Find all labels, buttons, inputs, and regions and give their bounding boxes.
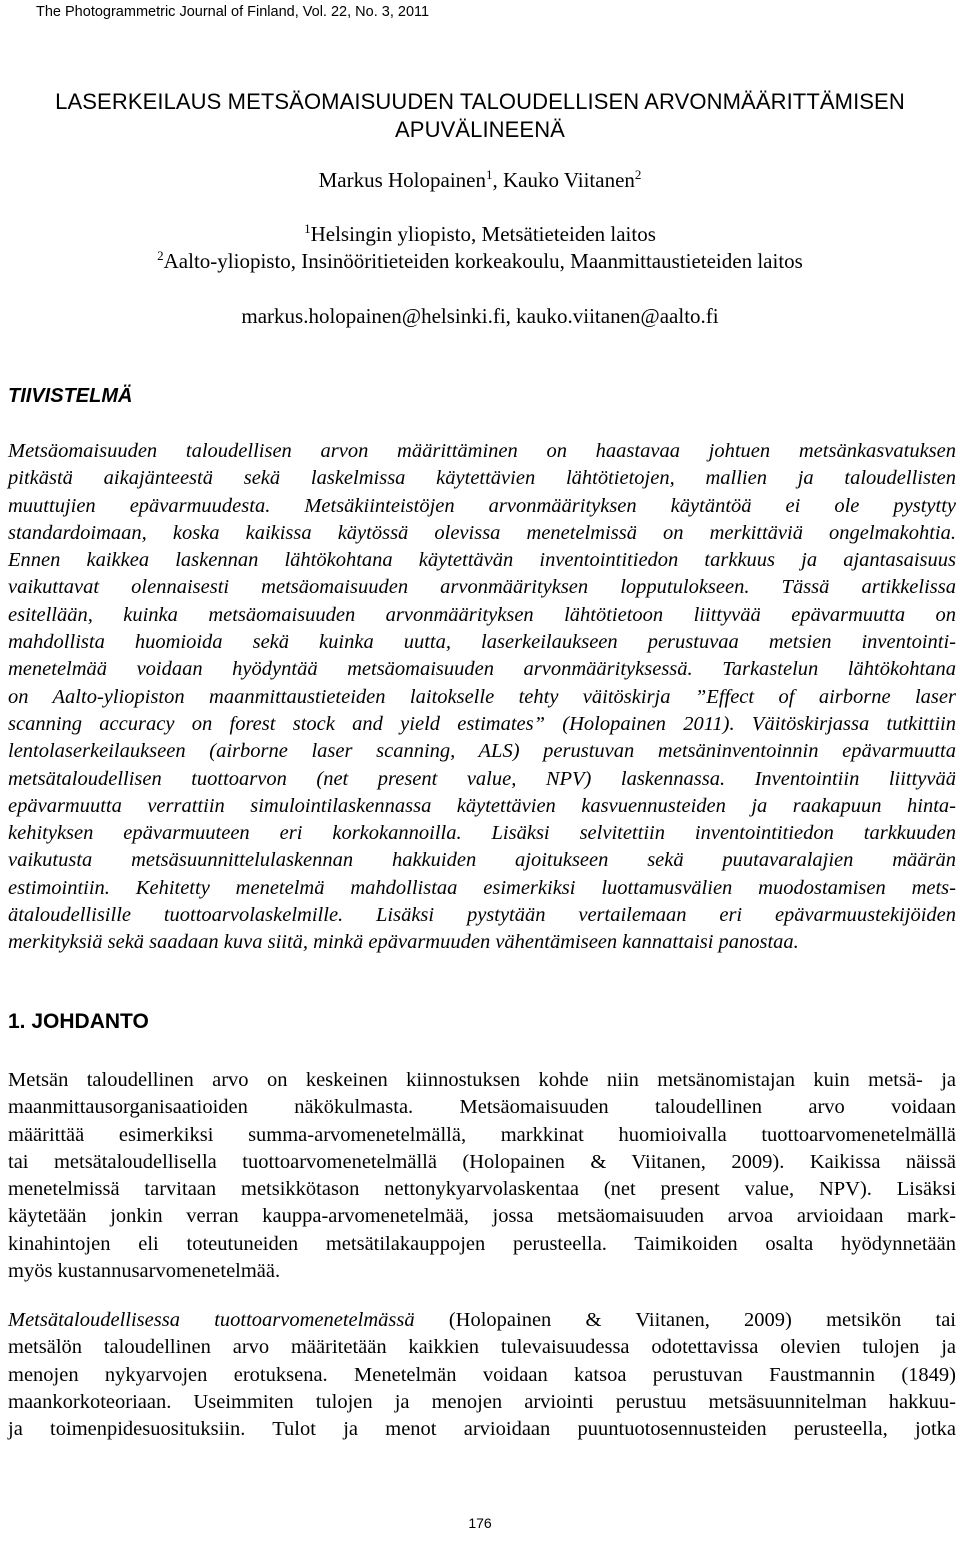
text-line: standardoimaan, koska kaikissa käytössä olevissa menetelmissä on merkittäviä ongelmakohtia. [8, 521, 956, 544]
text-run: (Holopainen & Viitanen, 2009) metsikön tai [414, 1309, 956, 1331]
affiliation-text: Helsingin yliopisto, Metsätieteiden laitos [310, 222, 656, 246]
text-line: myös kustannusarvomenetelmää. [8, 1260, 281, 1283]
affiliation-marker: 2 [157, 248, 164, 263]
text-line: epävarmuutta verrattiin simulointilaskennassa käytettävien kasvuennusteiden ja raakapuun hinta- [8, 794, 956, 817]
body-paragraph [8, 1067, 956, 1285]
text-line: Metsän taloudellinen arvo on keskeinen kiinnostuksen kohde niin metsänomistajan kuin metsä- ja [8, 1069, 956, 1091]
text-line: pitkästä aikajänteestä sekä laskelmissa käytettävien lähtötietojen, mallien ja taloudellisten [8, 467, 956, 490]
author-list [0, 168, 960, 193]
text-line: on Aalto-yliopiston maanmittaustieteiden laitokselle tehty väitöskirja ”Effect of airborne laser [8, 685, 956, 708]
author-separator: , [492, 168, 503, 192]
text-line: vaikutusta metsäsuunnittelulaskennan hakkuiden ajoitukseen sekä puutavaralajien määrän [8, 849, 956, 872]
page-number: 176 [468, 1515, 492, 1531]
text-line: mahdollista huomioida sekä kuinka uutta, laserkeilaukseen perustuvaa metsien inventointi- [8, 631, 956, 654]
paper-title [0, 88, 960, 144]
title-line-1: LASERKEILAUS METSÄOMAISUUDEN TALOUDELLISEN ARVONMÄÄRITTÄMISEN [55, 89, 905, 114]
text-line: metsätaloudellisen tuottoarvon (net present value, NPV) laskennassa. Inventointiin liittyvää [8, 767, 956, 790]
abstract-body [8, 438, 956, 957]
text-line: lentolaserkeilaukseen (airborne laser scanning, ALS) perustuvan metsäninventoinnin epävarmuutta [8, 740, 956, 763]
text-line: menetelmää voidaan hyödyntää metsäomaisuuden arvonmäärityksessä. Tarkastelun lähtökohtana [8, 658, 956, 681]
text-line: metsälön taloudellinen arvo määritetään kaikkien tulevaisuudessa odotettavissa olevien tulojen ja [8, 1336, 956, 1359]
emphasized-term: Metsätaloudellisessa tuottoarvomenetelmässä [8, 1309, 415, 1331]
text-line: Metsäomaisuuden taloudellisen arvon määrittäminen on haastavaa johtuen metsänkasvatuksen [8, 440, 956, 462]
title-line-2: APUVÄLINEENÄ [395, 117, 565, 142]
text-line: scanning accuracy on forest stock and yield estimates” (Holopainen 2011). Väitöskirjassa tutkittiin [8, 712, 956, 735]
text-line: Ennen kaikkea laskennan lähtökohtana käytettävän inventointitiedon tarkkuus ja ajantasaisuus [8, 549, 956, 572]
section-heading: 1. JOHDANTO [8, 1010, 149, 1033]
text-line: maanmittausorganisaatioiden näkökulmasta. Metsäomaisuuden taloudellinen arvo voidaan [8, 1096, 956, 1119]
text-line: merkityksiä sekä saadaan kuva siitä, minkä epävarmuuden vähentämiseen kannattaisi panostaa. [8, 931, 799, 954]
affiliation [0, 249, 960, 274]
text-line: esitellään, kuinka metsäomaisuuden arvonmäärityksen lähtötietoon liittyvää epävarmuutta on [8, 603, 956, 626]
affiliation [0, 222, 960, 247]
text-line: vaikuttavat olennaisesti metsäomaisuuden arvonmäärityksen lopputulokseen. Tässä artikkelissa [8, 576, 956, 599]
author-name: Markus Holopainen [318, 168, 486, 192]
text-line: ätaloudellisille tuottoarvolaskelmille. Lisäksi pystytään vertailemaan eri epävarmuustekijöiden [8, 904, 956, 927]
text-line: ja toimenpidesuosituksiin. Tulot ja menot arvioidaan puuntuotosennusteiden perusteella, jotka [8, 1418, 956, 1441]
text-line: kehityksen epävarmuuteen eri korkokannoilla. Lisäksi selvitettiin inventointitiedon tarkkuuden [8, 822, 956, 845]
text-line: maankorkoteoriaan. Useimmiten tulojen ja menojen arviointi perustuu metsäsuunnitelman hakkuu- [8, 1390, 956, 1413]
abstract-heading: TIIVISTELMÄ [8, 385, 133, 407]
running-header: The Photogrammetric Journal of Finland, Vol. 22, No. 3, 2011 [36, 4, 430, 20]
text-line: menojen nykyarvojen erotuksena. Menetelmän voidaan katsoa perustuvan Faustmannin (1849) [8, 1363, 956, 1386]
author-emails: markus.holopainen@helsinki.fi, kauko.viitanen@aalto.fi [241, 304, 719, 328]
body-paragraph [8, 1307, 956, 1443]
affiliation-text: Aalto-yliopisto, Insinööritieteiden korkeakoulu, Maanmittaustieteiden laitos [163, 249, 803, 273]
author-affiliation-marker: 2 [634, 167, 642, 182]
author-name: Kauko Viitanen [502, 168, 635, 192]
text-line: tai metsätaloudellisella tuottoarvomenetelmällä (Holopainen & Viitanen, 2009). Kaikissa näissä [8, 1150, 956, 1173]
author-affiliation-marker: 1 [485, 167, 493, 182]
text-line: estimointiin. Kehitetty menetelmä mahdollistaa esimerkiksi luottamusvälien muodostamisen mets- [8, 876, 956, 899]
text-line: menetelmissä tarvitaan metsikkötason nettonykyarvolaskentaa (net present value, NPV). Lisäksi [8, 1178, 956, 1201]
affiliation-marker: 1 [304, 221, 311, 236]
text-line: muuttujien epävarmuudesta. Metsäkiinteistöjen arvonmäärityksen käytäntöä ei ole pystytty [8, 494, 956, 517]
text-line: määrittää esimerkiksi summa-arvomenetelmällä, markkinat huomioivalla tuottoarvomenetelmällä [8, 1123, 956, 1146]
text-line: kinahintojen eli toteutuneiden metsätilakauppojen perusteella. Taimikoiden osalta hyödynnetään [8, 1232, 956, 1255]
text-line: käytetään jonkin verran kauppa-arvomenetelmää, jossa metsäomaisuuden arvoa arvioidaan mark- [8, 1205, 956, 1228]
text-line [8, 1307, 956, 1334]
